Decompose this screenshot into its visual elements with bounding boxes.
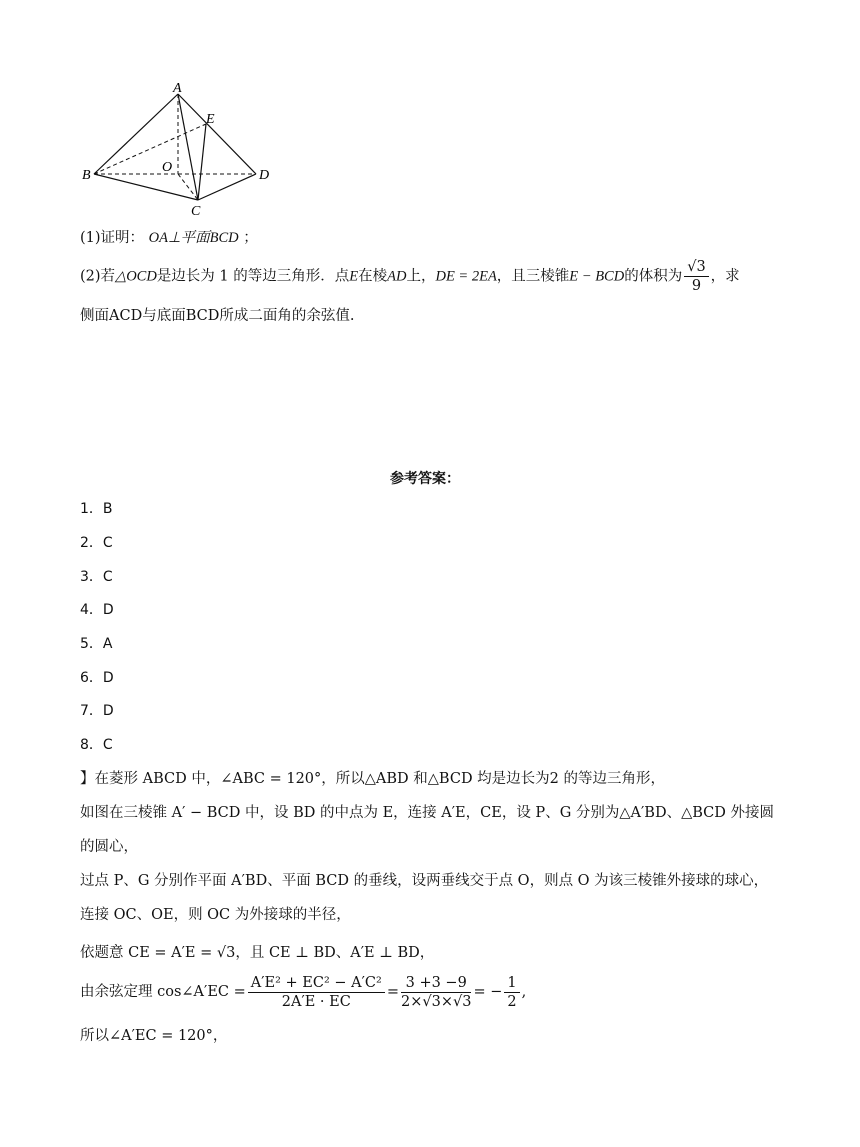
label-O: O bbox=[162, 160, 173, 175]
cosine-fraction-3 bbox=[504, 974, 519, 1011]
edge-CD bbox=[198, 174, 256, 200]
answer-2: 2．C bbox=[80, 535, 113, 551]
part2-edge-ad: AD bbox=[387, 268, 407, 285]
answer-6: 6．D bbox=[80, 670, 114, 686]
answer-1: 1．B bbox=[80, 501, 113, 517]
solution-line1: 】在菱形 ABCD 中，∠ABC = 120°，所以△ABD 和△BCD 均是边长为2 的等边三角形， bbox=[80, 771, 666, 787]
label-E: E bbox=[206, 112, 215, 127]
solution-line4: 过点 P、G 分别作平面 A′BD、平面 BCD 的垂线，设两垂线交于点 O，则点 O 为该三棱锥外接球的球心， bbox=[80, 873, 769, 889]
solution-line6: 依题意 CE = A′E = √3，且 CE ⊥ BD、A′E ⊥ BD， bbox=[80, 945, 435, 961]
question-part2-line2: 侧面ACD与底面BCD所成二面角的余弦值. bbox=[80, 308, 355, 324]
part2-text-g: 上， bbox=[406, 268, 436, 285]
question-part1 bbox=[80, 226, 258, 247]
volume-fraction bbox=[684, 258, 708, 295]
part1-end: ； bbox=[243, 230, 258, 246]
question-part2-line1 bbox=[80, 258, 740, 295]
volume-den: 9 bbox=[691, 278, 702, 294]
solution-line2: 如图在三棱锥 A′ − BCD 中，设 BD 的中点为 E，连接 A′E，CE，设 P、G 分别为△A′BD、△BCD 外接圆 bbox=[80, 805, 774, 821]
edge-AC bbox=[178, 94, 198, 200]
frac1-den: 2A′E · EC bbox=[281, 993, 351, 1010]
part2-text-l: ，求 bbox=[710, 268, 740, 285]
part2-triangle-ocd: △OCD bbox=[115, 268, 157, 285]
label-C: C bbox=[191, 204, 201, 219]
part2-text-k: 的体积为 bbox=[624, 268, 683, 285]
cosine-fraction-2 bbox=[401, 974, 471, 1011]
part2-text-i: ，且三棱锥 bbox=[496, 268, 570, 285]
edge-BE-dashed bbox=[94, 124, 206, 174]
part1-math: OA⊥平面BCD bbox=[148, 230, 239, 246]
frac3-num: 1 bbox=[504, 974, 519, 993]
frac2-num: 3 +3 −9 bbox=[401, 974, 471, 993]
part2-point-e: E bbox=[349, 268, 359, 285]
cosine-law-prefix: 由余弦定理 cos∠A′EC = bbox=[80, 984, 246, 1000]
answer-3: 3．C bbox=[80, 569, 113, 585]
part2-text-a: (2)若 bbox=[80, 268, 116, 285]
part2-text-e: 在棱 bbox=[358, 268, 388, 285]
part2-text-c: 是边长为 1 的等边三角形．点 bbox=[156, 268, 350, 285]
answer-8: 8．C bbox=[80, 737, 113, 753]
part1-prefix: (1)证明： bbox=[80, 230, 145, 246]
frac2-den: 2×√3×√3 bbox=[400, 993, 472, 1010]
edge-EC bbox=[198, 124, 206, 200]
part2-pyramid-ebcd: E − BCD bbox=[569, 268, 625, 285]
eq-sign-1: = bbox=[386, 984, 399, 1000]
frac3-den: 2 bbox=[507, 993, 517, 1010]
frac1-num: A′E² + EC² − A′C² bbox=[248, 974, 385, 993]
answer-7: 7．D bbox=[80, 703, 114, 719]
edge-BC bbox=[94, 174, 198, 200]
eq-sign-2: = − bbox=[473, 984, 503, 1000]
volume-num: √3 bbox=[684, 258, 708, 277]
answers-title: 参考答案： bbox=[390, 471, 460, 487]
label-B: B bbox=[82, 168, 91, 183]
line7-end: , bbox=[521, 984, 527, 1000]
solution-line5: 连接 OC、OE，则 OC 为外接球的半径， bbox=[80, 907, 351, 923]
solution-line7 bbox=[80, 972, 526, 1012]
label-A: A bbox=[173, 81, 182, 96]
pyramid-figure bbox=[78, 80, 288, 220]
answer-5: 5．A bbox=[80, 636, 113, 652]
part2-de-eq: DE = 2EA bbox=[435, 268, 497, 285]
solution-line3: 的圆心， bbox=[80, 839, 138, 855]
label-D: D bbox=[259, 168, 270, 183]
answer-4: 4．D bbox=[80, 602, 114, 618]
cosine-fraction-1 bbox=[248, 974, 385, 1011]
edge-AD bbox=[178, 94, 256, 174]
solution-line8: 所以∠A′EC = 120°， bbox=[80, 1028, 228, 1044]
